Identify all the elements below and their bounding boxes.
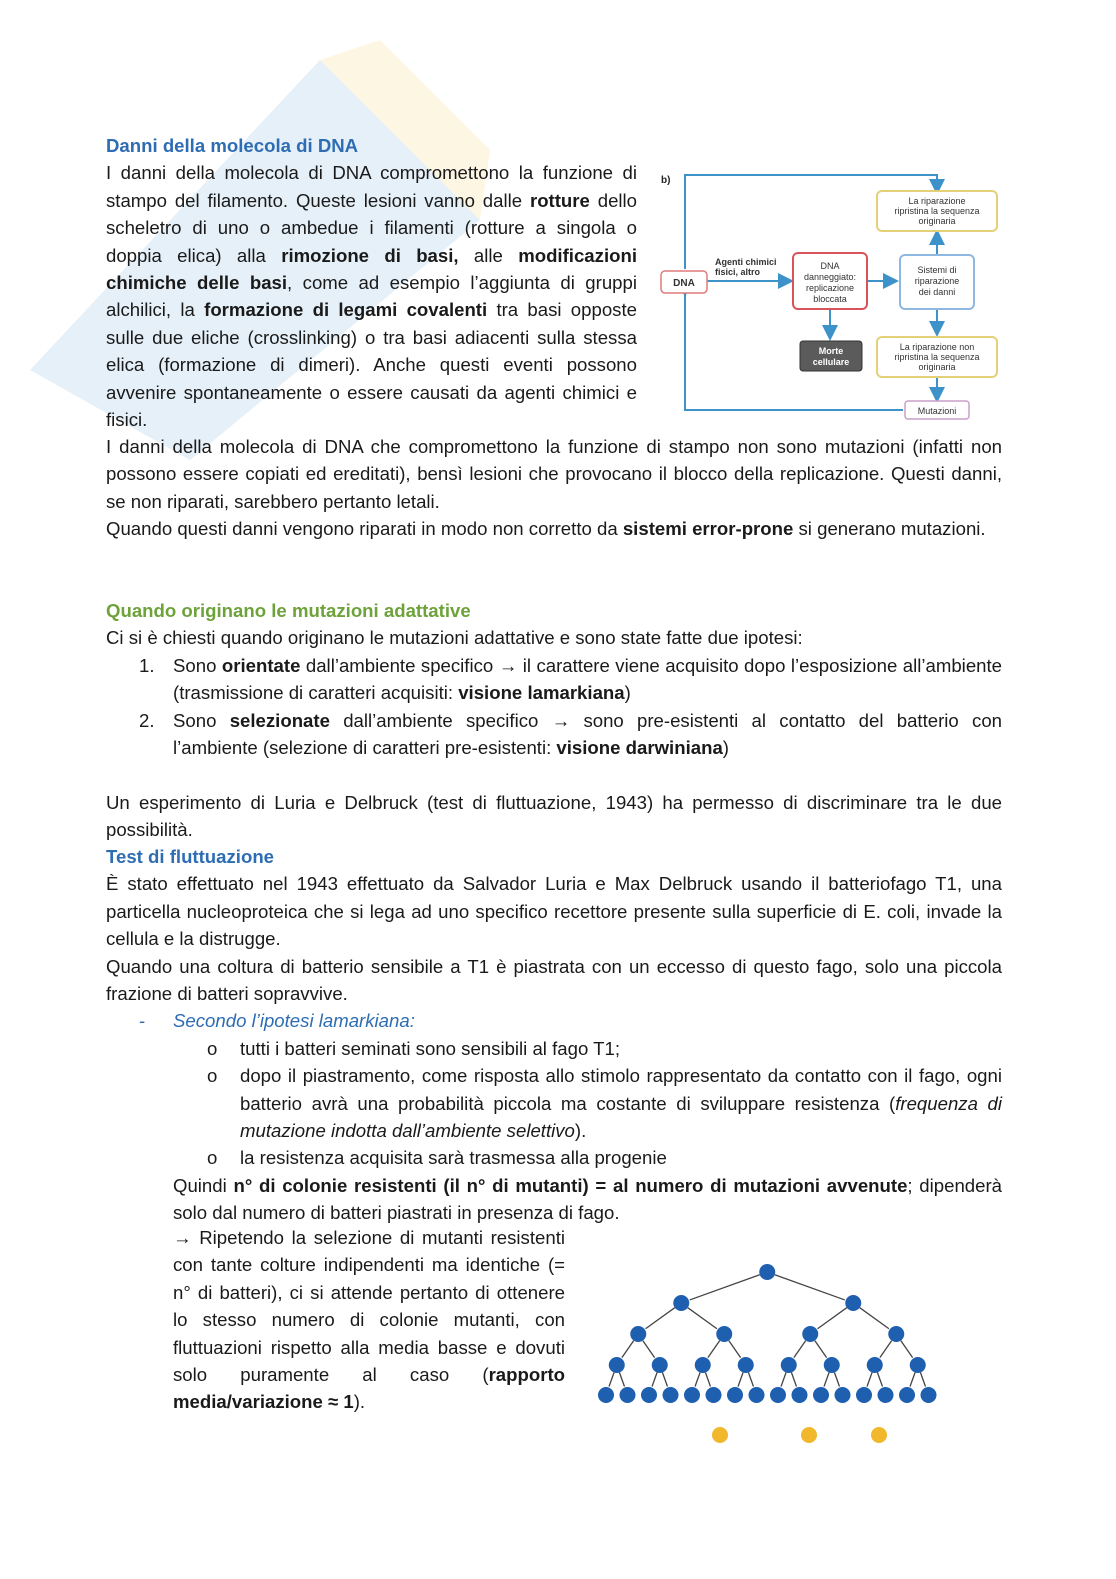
tree-edge <box>705 1373 710 1387</box>
paragraph-hypotheses: Ci si è chiesti quando originano le mutazioni adattative e sono state fatte due ipotesi: <box>106 627 803 649</box>
bacterium-node <box>856 1387 872 1403</box>
mutations-label: Mutazioni <box>917 406 957 416</box>
dna-repair-diagram <box>655 165 1005 427</box>
bacterium-node <box>813 1387 829 1403</box>
bacterium-node <box>630 1326 646 1342</box>
systems-label-1: Sistemi di <box>917 265 957 275</box>
paragraph-experiment: Un esperimento di Luria e Delbruck (test di fluttuazione, 1943) ha permesso di discriminare tra le due possibilità. <box>106 791 1002 841</box>
bacterium-node <box>802 1326 818 1342</box>
tree-nodes <box>598 1264 937 1443</box>
tree-edge <box>775 1275 845 1300</box>
tree-edge <box>643 1341 655 1358</box>
bacterium-node <box>792 1387 808 1403</box>
tree-edge <box>781 1373 786 1387</box>
tree-edge <box>791 1373 796 1387</box>
paragraph-error-prone: Quando questi danni vengono riparati in modo non corretto da sistemi error-prone si generano mutazioni. <box>106 518 986 540</box>
tree-edge <box>824 1373 829 1387</box>
tree-edge <box>729 1341 741 1358</box>
arrow-from-mutations <box>685 293 903 410</box>
death-label-1: Morte <box>818 346 844 356</box>
tree-edge <box>609 1373 614 1387</box>
bacteria-division-tree <box>590 1255 970 1455</box>
tree-edge <box>867 1373 872 1387</box>
bacterium-node <box>695 1357 711 1373</box>
tree-edge <box>652 1373 657 1387</box>
bacterium-node <box>835 1387 851 1403</box>
bacterium-node <box>878 1387 894 1403</box>
tree-edge <box>818 1308 847 1329</box>
bacterium-node <box>706 1387 722 1403</box>
adaptive-mutations-section <box>106 597 1002 844</box>
tree-edge <box>794 1341 806 1358</box>
bacterium-node <box>727 1387 743 1403</box>
repair-bad-label-2: ripristina la sequenza <box>894 352 980 362</box>
tree-edge <box>880 1341 892 1358</box>
tree-edge <box>695 1373 700 1387</box>
bacterium-node <box>899 1387 915 1403</box>
bacterium-node <box>770 1387 786 1403</box>
repair-top-label-2: ripristina la sequenza <box>894 206 980 216</box>
tree-edge <box>910 1373 915 1387</box>
bacterium-node <box>910 1357 926 1373</box>
figure-label: b) <box>661 175 671 186</box>
tree-edge <box>901 1341 913 1358</box>
section-heading-dna-damage: Danni della molecola di DNA <box>106 135 359 156</box>
tree-edge <box>622 1341 634 1358</box>
bacterium-node <box>759 1264 775 1280</box>
bacterium-node <box>824 1357 840 1373</box>
bacterium-node <box>867 1357 883 1373</box>
bacterium-node <box>620 1387 636 1403</box>
agents-label-2: fisici, altro <box>715 267 761 277</box>
bacterium-node <box>781 1357 797 1373</box>
repair-bad-label-1: La riparazione non <box>899 342 975 352</box>
damaged-label-4: bloccata <box>813 294 847 304</box>
hypotheses-list <box>106 652 1002 762</box>
paragraph-luria-delbruck: È stato effettuato nel 1943 effettuato da Salvador Luria e Max Delbruck usando il batteriofago T1, una particella nucleoproteica che si lega ad uno specifico recettore presente sulla superficie di E. coli, invade la cellula e la distrugge. <box>106 873 1002 950</box>
damaged-label-1: DNA <box>820 261 840 271</box>
lamarckian-item: - Secondo l’ipotesi lamarkiana: <box>139 1010 415 1032</box>
repetition-paragraph: → Ripetendo la selezione di mutanti resistenti con tante colture indipendenti ma identiche (= n° di batteri), ci si attende pertanto di ottenere lo stesso numero di colonie mutanti, con fluttuazioni rispetto alla media basse e dovuti solo puramente al caso (rapporto media/variazione ≈ 1). <box>173 1227 565 1413</box>
bacterium-node <box>663 1387 679 1403</box>
paragraph-conclusion: Quindi n° di colonie resistenti (il n° di mutanti) = al numero di mutazioni avvenute; dipenderà solo dal numero di batteri piastrati in presenza di fago. <box>173 1174 1003 1224</box>
bacterium-node <box>684 1387 700 1403</box>
resistant-mutant-node <box>871 1427 887 1443</box>
list-item: o dopo il piastramento, come risposta allo stimolo rappresentato da contatto con il fago, ogni batterio avrà una probabilità piccola ma costante di sviluppare resistenza (frequenza di mutazione indotta dall’ambiente selettivo). <box>207 1065 1002 1142</box>
lamarckian-sublist <box>106 1035 1002 1172</box>
bacterium-node <box>888 1326 904 1342</box>
dna-damage-continued <box>106 433 1002 543</box>
bacterium-node <box>738 1357 754 1373</box>
tree-edge <box>738 1373 743 1387</box>
damaged-label-3: replicazione <box>805 283 855 293</box>
bacterium-node <box>716 1326 732 1342</box>
agents-label-1: Agenti chimici <box>715 257 777 267</box>
fluctuation-test-section <box>106 843 1002 1227</box>
list-item: 2. Sono selezionate dall’ambiente specifico → sono pre-esistenti al contatto del batterio con l’ambiente (selezione di caratteri pre-esistenti: visione darwiniana) <box>139 709 1002 759</box>
resistant-mutant-node <box>712 1427 728 1443</box>
dna-box-label: DNA <box>673 278 695 289</box>
dna-damage-intro <box>106 132 637 433</box>
bacterium-node <box>673 1295 689 1311</box>
tree-edge <box>688 1308 717 1329</box>
bacterium-node <box>921 1387 937 1403</box>
bacterium-node <box>749 1387 765 1403</box>
section-heading-adaptive: Quando originano le mutazioni adattative <box>106 600 471 621</box>
tree-edge <box>708 1341 720 1358</box>
tree-edge <box>662 1373 667 1387</box>
systems-label-3: dei danni <box>918 287 956 297</box>
bacterium-node <box>609 1357 625 1373</box>
bacterium-node <box>652 1357 668 1373</box>
death-label-2: cellulare <box>812 357 850 367</box>
tree-edge <box>690 1275 760 1300</box>
tree-edge <box>748 1373 753 1387</box>
tree-edge <box>920 1373 925 1387</box>
tree-edge <box>834 1373 839 1387</box>
repair-bad-label-3: originaria <box>918 362 956 372</box>
resistant-mutant-node <box>801 1427 817 1443</box>
tree-edge <box>860 1308 889 1329</box>
tree-edge <box>619 1373 624 1387</box>
paragraph-t1-culture: Quando una coltura di batterio sensibile a T1 è piastrata con un eccesso di questo fago, solo una piccola frazione di batteri sopravvive. <box>106 955 1002 1005</box>
repair-top-label-1: La riparazione <box>908 196 966 206</box>
list-item: o la resistenza acquisita sarà trasmessa alla progenie <box>207 1147 667 1169</box>
tree-edge <box>815 1341 827 1358</box>
list-item: o tutti i batteri seminati sono sensibili al fago T1; <box>207 1037 620 1059</box>
bacterium-node <box>845 1295 861 1311</box>
bacterium-node <box>641 1387 657 1403</box>
paragraph-not-mutations: I danni della molecola di DNA che compromettono la funzione di stampo non sono mutazioni (infatti non possono essere copiati ed ereditati), bensì lesioni che provocano il blocco della replicazione. Questi danni, se non riparati, sarebbero pertanto letali. <box>106 436 1002 512</box>
tree-edge <box>877 1373 882 1387</box>
paragraph-dna-damage: I danni della molecola di DNA compromettono la funzione di stampo del filamento. Queste lesioni vanno dalle rotture dello scheletro di uno o ambedue i filamenti (rotture a singola o doppia elica) alla rimozione di basi, alle modificazioni chimiche delle basi, come ad esempio l’aggiunta di gruppi alchilici, la formazione di legami covalenti tra basi opposte sulle due eliche (crosslinking) o tra basi adiacenti sulla stessa elica (formazione di dimeri). Anche questi eventi possono avvenire spontaneamente o essere causati da agenti chimici e fisici. <box>106 162 638 431</box>
systems-label-2: riparazione <box>914 276 960 286</box>
section-heading-fluctuation: Test di fluttuazione <box>106 846 275 867</box>
damaged-label-2: danneggiato: <box>803 272 857 282</box>
repair-top-label-3: originaria <box>918 216 956 226</box>
list-item: 1. Sono orientate dall’ambiente specifico → il carattere viene acquisito dopo l’esposizione all’ambiente (trasmissione di caratteri acquisiti: visione lamarkiana) <box>139 654 1003 704</box>
tree-edge <box>646 1308 675 1329</box>
bacterium-node <box>598 1387 614 1403</box>
